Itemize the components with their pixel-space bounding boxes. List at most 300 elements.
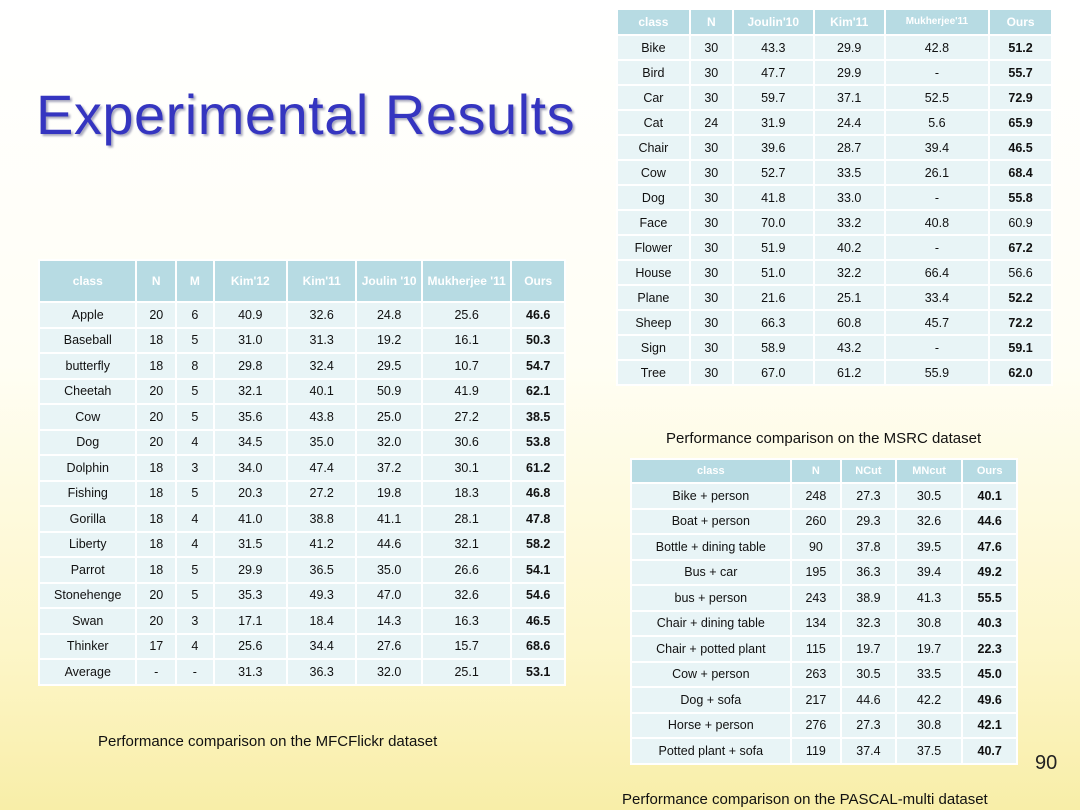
cell: Swan xyxy=(39,608,136,634)
cell: 31.0 xyxy=(214,328,287,354)
cell: 29.9 xyxy=(214,557,287,583)
cell: Average xyxy=(39,659,136,685)
cell: Cow + person xyxy=(631,662,791,688)
cell: 28.7 xyxy=(814,135,885,160)
cell: 4 xyxy=(176,506,214,532)
pascal-multi-results-table xyxy=(630,458,1018,765)
cell: 20 xyxy=(136,608,176,634)
cell: butterfly xyxy=(39,353,136,379)
cell: Cow xyxy=(39,404,136,430)
cell: 29.9 xyxy=(814,35,885,60)
table-row xyxy=(631,611,1017,637)
cell: Stonehenge xyxy=(39,583,136,609)
cell: 46.5 xyxy=(989,135,1052,160)
cell: 40.8 xyxy=(885,210,990,235)
table-row xyxy=(39,659,565,685)
cell: 62.0 xyxy=(989,360,1052,385)
cell: 46.6 xyxy=(511,302,565,328)
cell: 67.0 xyxy=(733,360,814,385)
column-header: M xyxy=(176,260,214,302)
cell: 37.2 xyxy=(356,455,421,481)
column-header: class xyxy=(39,260,136,302)
cell: 52.7 xyxy=(733,160,814,185)
cell: 44.6 xyxy=(356,532,421,558)
cell: 25.1 xyxy=(422,659,511,685)
cell: 51.0 xyxy=(733,260,814,285)
cell: 32.6 xyxy=(287,302,356,328)
cell: Fishing xyxy=(39,481,136,507)
cell: 41.8 xyxy=(733,185,814,210)
cell: - xyxy=(136,659,176,685)
cell: 54.1 xyxy=(511,557,565,583)
cell: 40.9 xyxy=(214,302,287,328)
cell: 29.5 xyxy=(356,353,421,379)
cell: - xyxy=(885,335,990,360)
cell: Cheetah xyxy=(39,379,136,405)
table-row xyxy=(617,110,1052,135)
column-header: class xyxy=(631,459,791,483)
cell: 29.9 xyxy=(814,60,885,85)
cell: 35.0 xyxy=(356,557,421,583)
table-row xyxy=(39,379,565,405)
cell: Liberty xyxy=(39,532,136,558)
column-header: Ours xyxy=(989,9,1052,35)
cell: 5 xyxy=(176,328,214,354)
cell: 43.3 xyxy=(733,35,814,60)
cell: 134 xyxy=(791,611,842,637)
cell: 42.8 xyxy=(885,35,990,60)
cell: 18 xyxy=(136,353,176,379)
cell: 90 xyxy=(791,534,842,560)
cell: 30 xyxy=(690,60,733,85)
cell: 61.2 xyxy=(814,360,885,385)
cell: 51.2 xyxy=(989,35,1052,60)
cell: Chair + dining table xyxy=(631,611,791,637)
cell: 5.6 xyxy=(885,110,990,135)
cell: House xyxy=(617,260,690,285)
cell: 3 xyxy=(176,455,214,481)
cell: 195 xyxy=(791,560,842,586)
cell: 19.8 xyxy=(356,481,421,507)
cell: 32.0 xyxy=(356,659,421,685)
cell: 30.6 xyxy=(422,430,511,456)
cell: 4 xyxy=(176,430,214,456)
cell: 30 xyxy=(690,335,733,360)
cell: 37.4 xyxy=(841,738,896,764)
cell: 50.9 xyxy=(356,379,421,405)
cell: 72.2 xyxy=(989,310,1052,335)
cell: 55.5 xyxy=(962,585,1017,611)
cell: 37.8 xyxy=(841,534,896,560)
cell: 21.6 xyxy=(733,285,814,310)
cell: 51.9 xyxy=(733,235,814,260)
cell: Bottle + dining table xyxy=(631,534,791,560)
cell: 27.2 xyxy=(287,481,356,507)
cell: 36.5 xyxy=(287,557,356,583)
cell: 58.2 xyxy=(511,532,565,558)
cell: 32.4 xyxy=(287,353,356,379)
pascal-multi-caption: Performance comparison on the PASCAL-multi dataset xyxy=(622,791,988,808)
cell: 30 xyxy=(690,235,733,260)
cell: 47.6 xyxy=(962,534,1017,560)
cell: 38.8 xyxy=(287,506,356,532)
cell: 3 xyxy=(176,608,214,634)
cell: 47.8 xyxy=(511,506,565,532)
cell: 217 xyxy=(791,687,842,713)
table-row xyxy=(631,509,1017,535)
cell: 68.6 xyxy=(511,634,565,660)
cell: 26.6 xyxy=(422,557,511,583)
cell: 20 xyxy=(136,404,176,430)
table-row xyxy=(617,60,1052,85)
cell: 33.5 xyxy=(814,160,885,185)
cell: 54.6 xyxy=(511,583,565,609)
cell: 47.7 xyxy=(733,60,814,85)
cell: 39.5 xyxy=(896,534,963,560)
column-header: N xyxy=(690,9,733,35)
cell: 40.1 xyxy=(962,483,1017,509)
cell: 55.7 xyxy=(989,60,1052,85)
cell: 43.8 xyxy=(287,404,356,430)
cell: Parrot xyxy=(39,557,136,583)
cell: 39.6 xyxy=(733,135,814,160)
table-row xyxy=(617,360,1052,385)
column-header: Ours xyxy=(962,459,1017,483)
cell: 17.1 xyxy=(214,608,287,634)
cell: 25.1 xyxy=(814,285,885,310)
cell: Bus + car xyxy=(631,560,791,586)
cell: 115 xyxy=(791,636,842,662)
cell: 55.8 xyxy=(989,185,1052,210)
cell: 49.6 xyxy=(962,687,1017,713)
table-row xyxy=(631,483,1017,509)
table-row xyxy=(39,328,565,354)
cell: 66.4 xyxy=(885,260,990,285)
mfcflickr-caption: Performance comparison on the MFCFlickr dataset xyxy=(98,733,438,750)
cell: 18 xyxy=(136,328,176,354)
cell: Boat + person xyxy=(631,509,791,535)
cell: 276 xyxy=(791,713,842,739)
cell: 59.7 xyxy=(733,85,814,110)
cell: 18.3 xyxy=(422,481,511,507)
table-row xyxy=(39,634,565,660)
cell: Thinker xyxy=(39,634,136,660)
table-row xyxy=(631,662,1017,688)
cell: 46.8 xyxy=(511,481,565,507)
msrc-caption: Performance comparison on the MSRC dataset xyxy=(666,430,982,447)
cell: 39.4 xyxy=(896,560,963,586)
cell: 29.3 xyxy=(841,509,896,535)
cell: Apple xyxy=(39,302,136,328)
cell: 30 xyxy=(690,185,733,210)
cell: 40.3 xyxy=(962,611,1017,637)
cell: 27.2 xyxy=(422,404,511,430)
cell: 19.7 xyxy=(896,636,963,662)
table-header-row xyxy=(617,9,1052,35)
cell: 31.3 xyxy=(214,659,287,685)
cell: - xyxy=(176,659,214,685)
cell: 24.4 xyxy=(814,110,885,135)
cell: 56.6 xyxy=(989,260,1052,285)
cell: 33.5 xyxy=(896,662,963,688)
cell: 54.7 xyxy=(511,353,565,379)
table-row xyxy=(617,285,1052,310)
cell: 50.3 xyxy=(511,328,565,354)
column-header: Joulin '10 xyxy=(356,260,421,302)
cell: 30 xyxy=(690,85,733,110)
column-header: Ours xyxy=(511,260,565,302)
column-header: Kim'11 xyxy=(287,260,356,302)
cell: 55.9 xyxy=(885,360,990,385)
cell: 30 xyxy=(690,210,733,235)
cell: 25.0 xyxy=(356,404,421,430)
cell: 30.5 xyxy=(896,483,963,509)
mfcflickr-results-table xyxy=(38,259,566,686)
table-row xyxy=(631,713,1017,739)
cell: Cow xyxy=(617,160,690,185)
cell: 30 xyxy=(690,135,733,160)
cell: 30.5 xyxy=(841,662,896,688)
cell: 36.3 xyxy=(287,659,356,685)
cell: 61.2 xyxy=(511,455,565,481)
cell: - xyxy=(885,60,990,85)
cell: 62.1 xyxy=(511,379,565,405)
cell: 58.9 xyxy=(733,335,814,360)
slide-title: Experimental Results xyxy=(36,83,576,146)
table-row xyxy=(617,85,1052,110)
cell: 5 xyxy=(176,557,214,583)
column-header: NCut xyxy=(841,459,896,483)
cell: 52.2 xyxy=(989,285,1052,310)
cell: 30 xyxy=(690,160,733,185)
cell: 43.2 xyxy=(814,335,885,360)
cell: 263 xyxy=(791,662,842,688)
cell: 42.2 xyxy=(896,687,963,713)
cell: 248 xyxy=(791,483,842,509)
cell: Chair xyxy=(617,135,690,160)
table-row xyxy=(39,404,565,430)
table-row xyxy=(39,506,565,532)
column-header: Joulin'10 xyxy=(733,9,814,35)
cell: 65.9 xyxy=(989,110,1052,135)
cell: 30 xyxy=(690,285,733,310)
cell: Horse + person xyxy=(631,713,791,739)
cell: 15.7 xyxy=(422,634,511,660)
table-row xyxy=(617,160,1052,185)
table-row xyxy=(631,738,1017,764)
table-row xyxy=(39,583,565,609)
cell: 5 xyxy=(176,481,214,507)
cell: 32.6 xyxy=(422,583,511,609)
cell: Dog + sofa xyxy=(631,687,791,713)
cell: 37.5 xyxy=(896,738,963,764)
cell: 16.3 xyxy=(422,608,511,634)
table-row xyxy=(631,585,1017,611)
table-row xyxy=(617,335,1052,360)
cell: 32.0 xyxy=(356,430,421,456)
cell: 60.9 xyxy=(989,210,1052,235)
cell: 27.3 xyxy=(841,713,896,739)
cell: 16.1 xyxy=(422,328,511,354)
table-row xyxy=(39,532,565,558)
cell: 42.1 xyxy=(962,713,1017,739)
table-row xyxy=(617,235,1052,260)
column-header: N xyxy=(791,459,842,483)
table-row xyxy=(39,481,565,507)
cell: 31.5 xyxy=(214,532,287,558)
cell: 26.1 xyxy=(885,160,990,185)
table-row xyxy=(617,185,1052,210)
cell: bus + person xyxy=(631,585,791,611)
cell: 5 xyxy=(176,379,214,405)
cell: 4 xyxy=(176,532,214,558)
cell: 33.4 xyxy=(885,285,990,310)
table-row xyxy=(617,210,1052,235)
cell: 35.0 xyxy=(287,430,356,456)
cell: 46.5 xyxy=(511,608,565,634)
cell: 35.3 xyxy=(214,583,287,609)
cell: Gorilla xyxy=(39,506,136,532)
cell: Dolphin xyxy=(39,455,136,481)
cell: 38.9 xyxy=(841,585,896,611)
cell: 4 xyxy=(176,634,214,660)
cell: 24 xyxy=(690,110,733,135)
cell: 47.0 xyxy=(356,583,421,609)
cell: - xyxy=(885,235,990,260)
cell: 18 xyxy=(136,532,176,558)
cell: 25.6 xyxy=(214,634,287,660)
cell: 34.5 xyxy=(214,430,287,456)
cell: 44.6 xyxy=(962,509,1017,535)
cell: 34.4 xyxy=(287,634,356,660)
table-header-row xyxy=(39,260,565,302)
cell: Baseball xyxy=(39,328,136,354)
cell: 8 xyxy=(176,353,214,379)
cell: 20 xyxy=(136,302,176,328)
cell: 45.7 xyxy=(885,310,990,335)
cell: 66.3 xyxy=(733,310,814,335)
cell: Bike + person xyxy=(631,483,791,509)
cell: Flower xyxy=(617,235,690,260)
cell: 20 xyxy=(136,583,176,609)
cell: 6 xyxy=(176,302,214,328)
cell: 14.3 xyxy=(356,608,421,634)
cell: 18 xyxy=(136,506,176,532)
table-row xyxy=(39,302,565,328)
cell: 5 xyxy=(176,404,214,430)
cell: Dog xyxy=(617,185,690,210)
column-header: MNcut xyxy=(896,459,963,483)
column-header: Kim'12 xyxy=(214,260,287,302)
table-row xyxy=(39,608,565,634)
cell: 30.1 xyxy=(422,455,511,481)
cell: 37.1 xyxy=(814,85,885,110)
column-header: Kim'11 xyxy=(814,9,885,35)
cell: 53.1 xyxy=(511,659,565,685)
cell: 68.4 xyxy=(989,160,1052,185)
column-header: Mukherjee'11 xyxy=(885,9,990,35)
table-row xyxy=(631,560,1017,586)
cell: 20.3 xyxy=(214,481,287,507)
table-row xyxy=(631,534,1017,560)
cell: 30 xyxy=(690,310,733,335)
cell: Chair + potted plant xyxy=(631,636,791,662)
column-header: N xyxy=(136,260,176,302)
cell: 41.9 xyxy=(422,379,511,405)
cell: 52.5 xyxy=(885,85,990,110)
cell: 53.8 xyxy=(511,430,565,456)
cell: 18 xyxy=(136,557,176,583)
cell: 30 xyxy=(690,35,733,60)
table-row xyxy=(617,35,1052,60)
cell: 59.1 xyxy=(989,335,1052,360)
cell: Sheep xyxy=(617,310,690,335)
cell: 27.6 xyxy=(356,634,421,660)
cell: 41.3 xyxy=(896,585,963,611)
cell: 27.3 xyxy=(841,483,896,509)
cell: Sign xyxy=(617,335,690,360)
table-row xyxy=(617,310,1052,335)
cell: 40.2 xyxy=(814,235,885,260)
cell: 22.3 xyxy=(962,636,1017,662)
column-header: class xyxy=(617,9,690,35)
cell: 41.0 xyxy=(214,506,287,532)
table-row xyxy=(631,687,1017,713)
cell: 30.8 xyxy=(896,611,963,637)
cell: 17 xyxy=(136,634,176,660)
table-header-row xyxy=(631,459,1017,483)
cell: 33.2 xyxy=(814,210,885,235)
cell: 35.6 xyxy=(214,404,287,430)
cell: 32.3 xyxy=(841,611,896,637)
cell: 18.4 xyxy=(287,608,356,634)
table-row xyxy=(631,636,1017,662)
cell: 32.6 xyxy=(896,509,963,535)
cell: 31.9 xyxy=(733,110,814,135)
cell: 60.8 xyxy=(814,310,885,335)
cell: Face xyxy=(617,210,690,235)
cell: 40.1 xyxy=(287,379,356,405)
column-header: Mukherjee '11 xyxy=(422,260,511,302)
cell: 33.0 xyxy=(814,185,885,210)
cell: 30.8 xyxy=(896,713,963,739)
cell: 72.9 xyxy=(989,85,1052,110)
table-row xyxy=(39,353,565,379)
cell: 44.6 xyxy=(841,687,896,713)
cell: 25.6 xyxy=(422,302,511,328)
cell: 49.2 xyxy=(962,560,1017,586)
cell: 36.3 xyxy=(841,560,896,586)
cell: 19.7 xyxy=(841,636,896,662)
msrc-results-table xyxy=(616,8,1053,386)
table-row xyxy=(617,135,1052,160)
cell: 40.7 xyxy=(962,738,1017,764)
cell: 243 xyxy=(791,585,842,611)
cell: Dog xyxy=(39,430,136,456)
cell: 30 xyxy=(690,360,733,385)
cell: 28.1 xyxy=(422,506,511,532)
cell: 70.0 xyxy=(733,210,814,235)
cell: 41.2 xyxy=(287,532,356,558)
cell: 47.4 xyxy=(287,455,356,481)
cell: 39.4 xyxy=(885,135,990,160)
table-row xyxy=(39,455,565,481)
cell: 30 xyxy=(690,260,733,285)
cell: 67.2 xyxy=(989,235,1052,260)
cell: 24.8 xyxy=(356,302,421,328)
cell: 41.1 xyxy=(356,506,421,532)
cell: 38.5 xyxy=(511,404,565,430)
